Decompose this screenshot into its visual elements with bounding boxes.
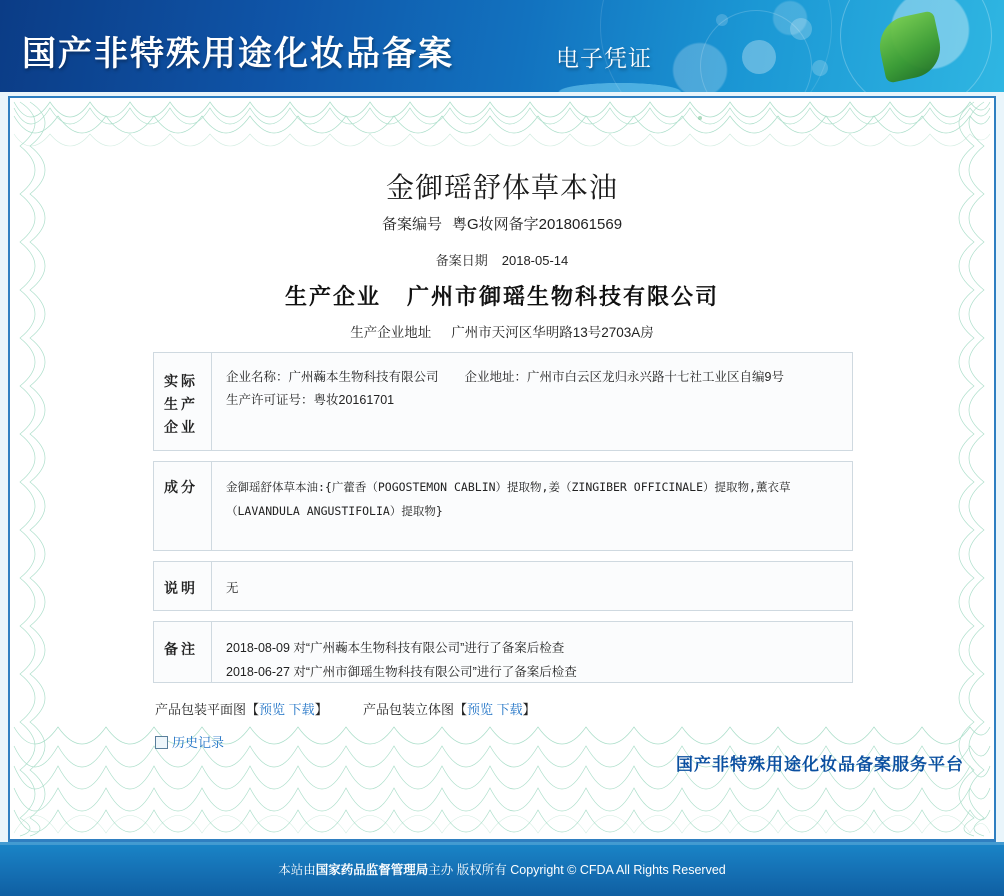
page-footer — [0, 842, 1004, 896]
solid-package-download-link[interactable]: 下载 — [496, 702, 523, 717]
instructions-label: 说明 — [154, 562, 212, 610]
solid-package-label: 产品包装立体图 — [362, 702, 454, 717]
history-link-label: 历史记录 — [172, 735, 225, 750]
flat-package-preview-link[interactable]: 预览 — [259, 702, 286, 717]
manufacturer-address-label: 生产企业地址 — [350, 325, 432, 340]
footer-copyright: 主办 版权所有 Copyright © CFDA All Rights Reserved — [428, 863, 726, 877]
remarks-label: 备注 — [154, 622, 212, 682]
producer-license-value: 粤妆20161701 — [313, 393, 395, 407]
record-number — [10, 213, 994, 234]
record-date-value: 2018-05-14 — [501, 253, 569, 268]
manufacturer-address-value: 广州市天河区华明路13号2703A房 — [451, 325, 654, 340]
solid-package-group — [363, 699, 536, 718]
ingredients-label: 成分 — [154, 462, 212, 550]
footer-org: 国家药品监督管理局 — [315, 863, 429, 877]
footer-top-strip — [0, 842, 1004, 845]
bracket-open: 【 — [246, 702, 260, 717]
instructions-section — [153, 561, 853, 611]
remarks-line: 2018-06-27 对“广州市御瑶生物科技有限公司”进行了备案后检查 — [226, 665, 577, 679]
producer-company-value: 广州蘜本生物科技有限公司 — [288, 370, 439, 384]
ingredients-value: 金御瑶舒体草本油:{广藿香（POGOSTEMON CABLIN）提取物,姜（ZINGIBER OFFICINALE）提取物,薰衣草（LAVANDULA ANGUSTIFOLIA）提取物} — [226, 480, 791, 518]
banner-molecule-icon — [742, 40, 776, 74]
bracket-open: 【 — [453, 702, 467, 717]
producer-label: 实际生产企业 — [154, 353, 212, 450]
remarks-content — [212, 622, 852, 682]
record-date-label: 备案日期 — [435, 253, 488, 268]
banner-molecule-icon — [812, 60, 828, 76]
producer-company-label: 企业名称： — [226, 370, 289, 384]
instructions-value: 无 — [226, 581, 239, 595]
remarks-line: 2018-08-09 对“广州蘜本生物科技有限公司”进行了备案后检查 — [226, 641, 565, 655]
banner-molecule-icon — [716, 14, 728, 26]
producer-license-label: 生产许可证号： — [226, 393, 314, 407]
certificate-frame — [8, 96, 996, 841]
ingredients-section — [153, 461, 853, 551]
record-number-label: 备案编号 — [381, 216, 442, 233]
attachments-row — [155, 699, 536, 718]
producer-address-label: 企业地址： — [464, 370, 528, 384]
banner-molecule-icon — [790, 18, 812, 40]
remarks-section — [153, 621, 853, 683]
record-number-value: 粤G妆网备字2018061569 — [451, 216, 623, 233]
footer-text — [278, 860, 726, 878]
history-icon — [155, 736, 168, 749]
footer-prefix: 本站由 — [278, 863, 316, 877]
flat-package-group — [155, 699, 328, 718]
bracket-close: 】 — [522, 702, 536, 717]
solid-package-preview-link[interactable]: 预览 — [466, 702, 493, 717]
manufacturer-address — [10, 321, 994, 341]
flat-package-label: 产品包装平面图 — [155, 702, 247, 717]
producer-address-value: 广州市白云区龙归永兴路十七社工业区自编9号 — [527, 370, 784, 384]
page-title: 金御瑶舒体草本油 — [385, 171, 618, 204]
bracket-close: 】 — [314, 702, 328, 717]
manufacturer — [10, 280, 994, 311]
manufacturer-value: 广州市御瑶生物科技有限公司 — [407, 284, 720, 310]
banner-subtitle: 电子凭证 — [556, 46, 652, 72]
certificate-content — [10, 98, 994, 839]
history-link[interactable] — [155, 732, 224, 751]
platform-watermark: 国产非特殊用途化妆品备案服务平台 — [676, 755, 964, 775]
record-date — [10, 250, 994, 269]
producer-section — [153, 352, 853, 451]
banner-title: 国产非特殊用途化妆品备案 — [22, 34, 454, 74]
manufacturer-label: 生产企业 — [284, 284, 381, 310]
flat-package-download-link[interactable]: 下载 — [288, 702, 315, 717]
page-banner — [0, 0, 1004, 92]
producer-content — [212, 353, 852, 450]
